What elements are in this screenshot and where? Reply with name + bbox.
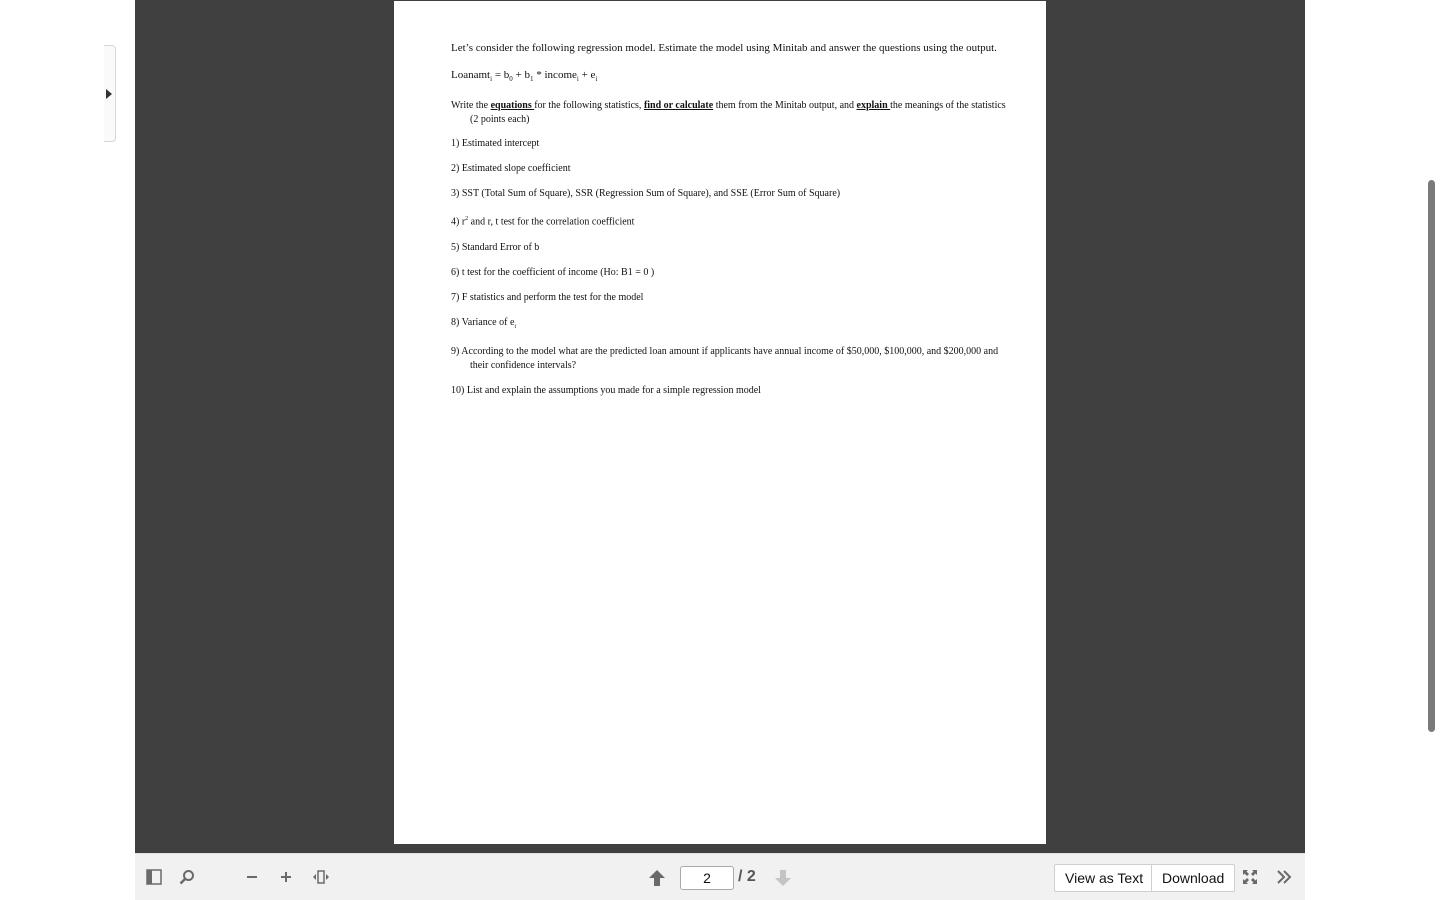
document-body <box>451 41 1011 409</box>
search-icon[interactable] <box>179 869 195 889</box>
question-2: 2) Estimated slope coefficient <box>451 163 571 175</box>
regression-equation: Loanamt$_i$ = $b_0 + b_1$ * income$_i$ + $e_i$ <box>451 69 598 84</box>
expand-arrow-icon <box>106 89 112 99</box>
sidebar-collapse-tab[interactable] <box>104 45 116 142</box>
view-as-text-button[interactable]: View as Text <box>1054 864 1154 892</box>
question-8: 8) Variance of $e_i$ <box>451 316 517 330</box>
next-page-icon[interactable] <box>774 869 792 891</box>
question-9: 9) According to the model what are the predicted loan amount if applicants have annual income of $50,000, $100,000, and $200,000 and their confidence intervals? <box>451 345 999 371</box>
zoom-in-icon[interactable] <box>278 869 294 889</box>
document-page <box>394 1 1046 844</box>
document-viewer <box>135 0 1305 853</box>
scrollbar-thumb[interactable] <box>1428 180 1435 732</box>
question-5: 5) Standard Error of b <box>451 241 540 253</box>
fit-width-icon[interactable] <box>312 869 330 889</box>
prev-page-icon[interactable] <box>648 869 666 891</box>
question-1: 1) Estimated intercept <box>451 138 540 150</box>
instruction-paragraph: Write the equations for the following statistics, find or calculate them from the Minitab output, and explain the meanings of the statistics (2 points each) <box>451 100 1006 126</box>
zoom-out-icon[interactable] <box>244 869 260 889</box>
page-total: / 2 <box>738 868 756 885</box>
question-3: 3) SST (Total Sum of Square), SSR (Regression Sum of Square), and SSE (Error Sum of Square) <box>451 188 841 200</box>
more-icon[interactable] <box>1276 869 1292 889</box>
sidebar-toggle-icon[interactable] <box>146 869 162 889</box>
question-6: 6) t test for the coefficient of income (Ho: B1 = 0 ) <box>451 266 655 278</box>
question-7: 7) F statistics and perform the test for the model <box>451 291 644 303</box>
question-10: 10) List and explain the assumptions you made for a simple regression model <box>451 384 761 396</box>
page-number-input[interactable]: 2 <box>680 866 734 890</box>
vertical-scrollbar[interactable] <box>1424 0 1440 900</box>
download-button[interactable]: Download <box>1151 864 1235 892</box>
fullscreen-icon[interactable] <box>1242 869 1258 889</box>
viewer-toolbar <box>135 853 1305 900</box>
question-4: 4) $r^2$ and r, t test for the correlation coefficient <box>451 216 635 228</box>
intro-paragraph: Let’s consider the following regression model. Estimate the model using Minitab and answer the questions using the output. <box>451 42 997 54</box>
